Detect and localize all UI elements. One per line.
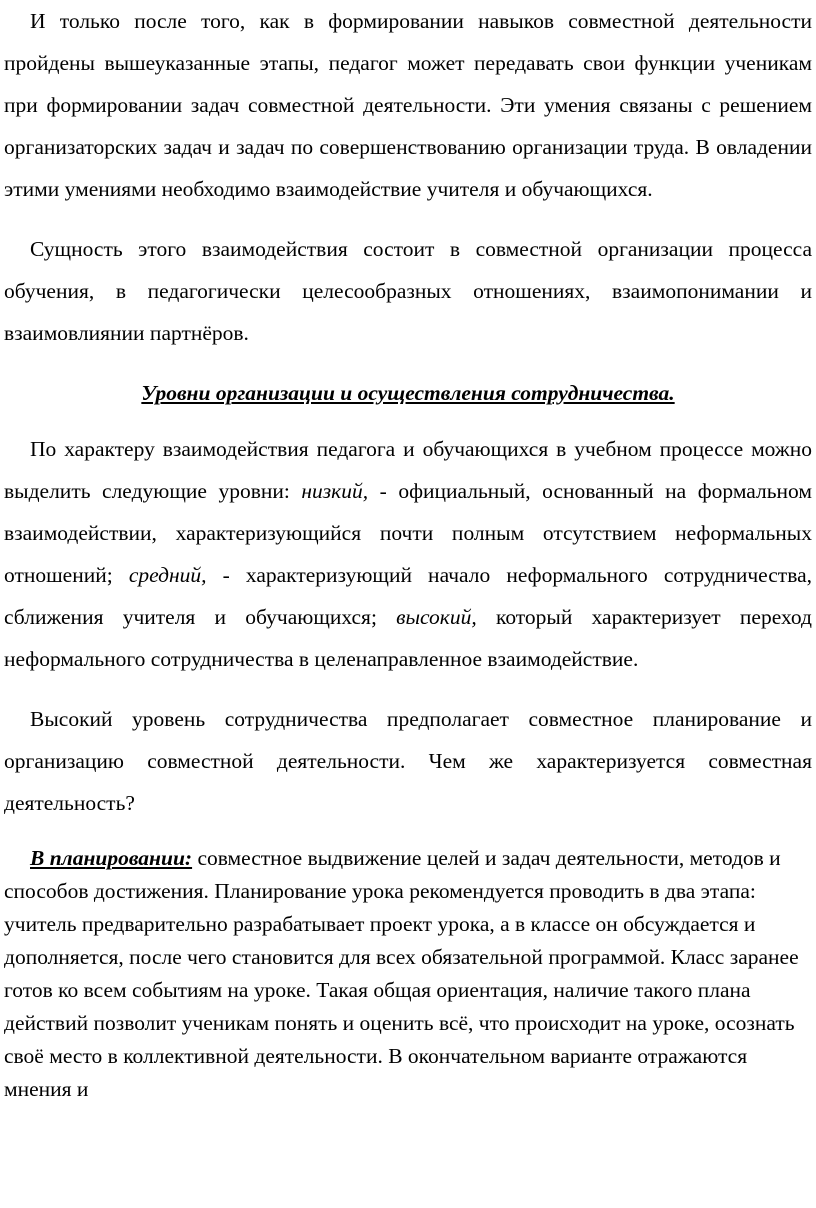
term-medium: средний,	[128, 563, 207, 587]
paragraph-4	[4, 698, 812, 824]
paragraph-3-part-1: По характеру взаимодействия педагога и обучающихся в учебном процессе можно выделить следующие уровни:	[4, 437, 812, 503]
paragraph-2-text: Сущность этого взаимодействия состоит в совместной организации процесса обучения, в педагогически целесообразных отношениях, взаимопонимании и взаимовлиянии партнёров.	[4, 237, 812, 345]
paragraph-3-part-4: который характеризует переход неформального сотрудничества в целенаправленное взаимодействие.	[4, 605, 812, 671]
paragraph-3	[4, 428, 812, 680]
term-high: высокий,	[396, 605, 477, 629]
paragraph-4-text: Высокий уровень сотрудничества предполагает совместное планирование и организацию совместной деятельности. Чем же характеризуется совместная деятельность?	[4, 707, 812, 815]
paragraph-2	[4, 228, 812, 354]
paragraph-5-text: совместное выдвижение целей и задач деятельности, методов и способов достижения. Планирование урока рекомендуется проводить в два этапа: учитель предварительно разрабатывает проект урока, а в классе он обсуждается и дополняется, после чего становится для всех обязательной программой. Класс заранее готов ко всем событиям на уроке. Такая общая ориентация, наличие такого плана действий позволит ученикам понять и оценить всё, что происходит на уроке, осознать своё место в коллективной деятельности. В окончательном варианте отражаются мнения и	[4, 846, 799, 1101]
paragraph-5	[4, 842, 812, 1106]
term-low: низкий,	[301, 479, 369, 503]
paragraph-3-part-2: - официальный, основанный на формальном взаимодействии, характеризующийся почти полным отсутствием неформальных отношений;	[4, 479, 812, 587]
paragraph-3-part-3: - характеризующий начало неформального сотрудничества, сближения учителя и обучающихся;	[4, 563, 812, 629]
planning-label: В планировании:	[30, 846, 193, 870]
paragraph-1-text: И только после того, как в формировании навыков совместной деятельности пройдены вышеуказанные этапы, педагог может передавать свои функции ученикам при формировании задач совместной деятельности. Эти умения связаны с решением организаторских задач и задач по совершенствованию организации труда. В овладении этими умениями необходимо взаимодействие учителя и обучающихся.	[4, 9, 812, 201]
section-heading: Уровни организации и осуществления сотрудничества.	[141, 381, 675, 405]
paragraph-1	[4, 0, 812, 210]
